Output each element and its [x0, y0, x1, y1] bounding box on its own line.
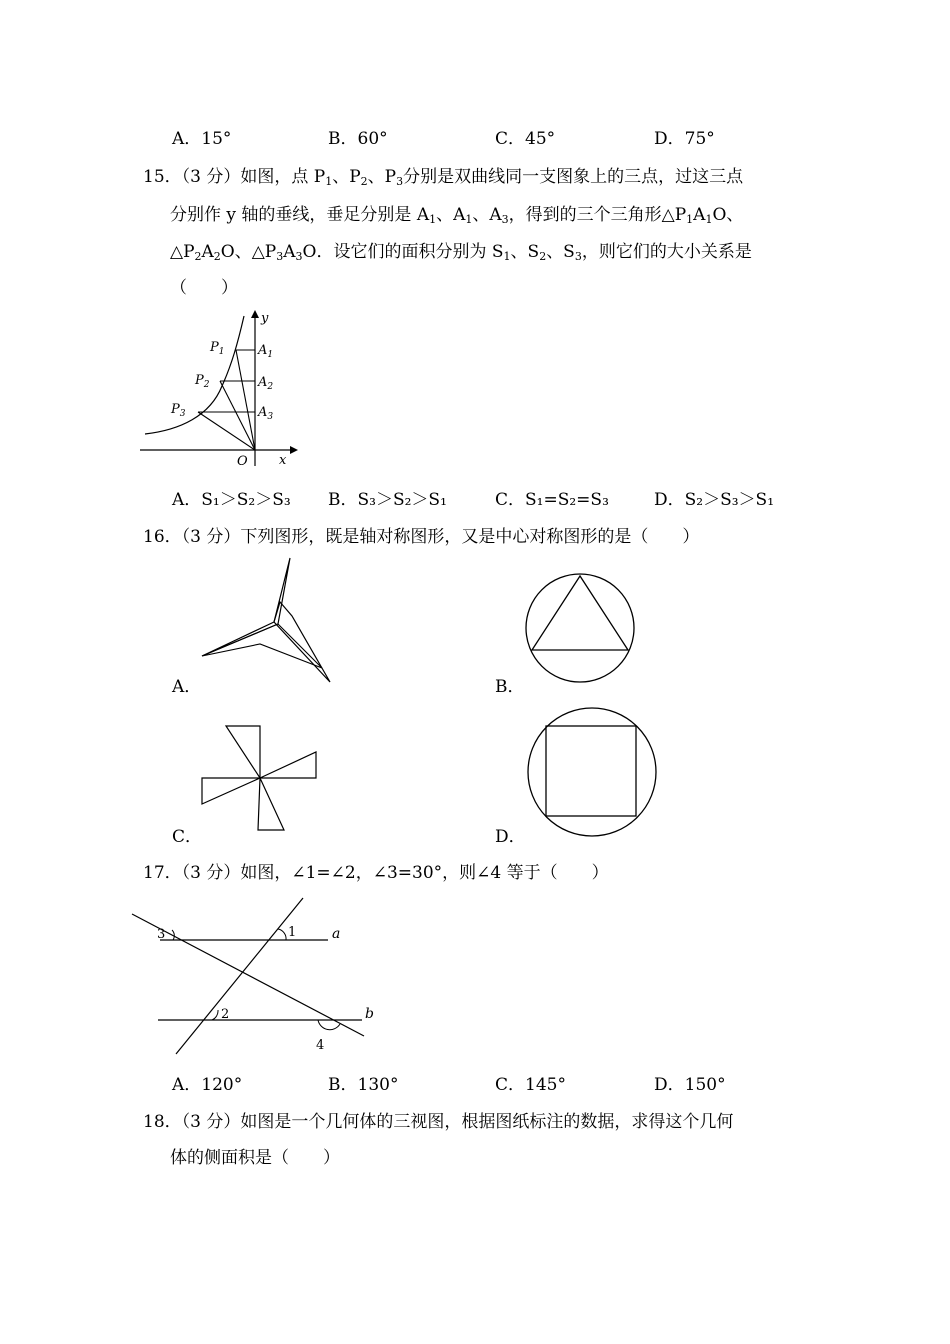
- q17-question: 17．（3 分）如图，∠1=∠2，∠3=30°，则∠4 等于（ ）: [143, 863, 609, 883]
- x-axis-arrow-icon: [290, 446, 298, 454]
- q16-figure-d: [526, 706, 660, 840]
- q15-line-1: 15．（3 分）如图，点 $P_1$、$P_2$、$P_3$分别是双曲线同一支图象上的三点，过这三点: [143, 167, 744, 188]
- a2-label: $A_2$: [258, 375, 274, 392]
- transversal-1: [132, 914, 364, 1036]
- y-axis-arrow-icon: [251, 310, 259, 318]
- q14-option-c: C．45°: [495, 129, 556, 149]
- q15-figure: [140, 306, 300, 468]
- p3-label: $P_3$: [171, 402, 186, 419]
- q18-line-1: 18．（3 分）如图是一个几何体的三视图，根据图纸标注的数据，求得这个几何: [143, 1112, 734, 1132]
- segment-p2o: [220, 381, 255, 450]
- q18-line-2: 体的侧面积是（ ）: [170, 1148, 340, 1168]
- q17-option-d: D．150°: [654, 1075, 726, 1095]
- q16-figure-c: [198, 722, 320, 834]
- y-axis-label: y: [261, 311, 269, 326]
- segment-p3o: [198, 412, 255, 450]
- q15-option-b: B．S₃＞S₂＞S₁: [328, 490, 447, 510]
- line-a-label: a: [332, 926, 341, 942]
- angle-2-arc: [212, 1010, 218, 1020]
- q17-option-c: C．145°: [495, 1075, 566, 1095]
- angle-4-label: 4: [316, 1038, 325, 1053]
- q15-option-c: C．S₁=S₂=S₃: [495, 490, 609, 510]
- q16-figure-a: [198, 556, 336, 686]
- q15-option-d: D．S₂＞S₃＞S₁: [654, 490, 775, 510]
- angle-3-label: 3: [157, 927, 166, 942]
- cross-blade-left: [202, 778, 260, 804]
- inscribed-triangle: [532, 576, 628, 650]
- cross-blade-top: [226, 726, 260, 778]
- pinwheel-blade-2: [274, 602, 330, 682]
- q17-figure: [140, 896, 380, 1058]
- q17-option-a: A．120°: [172, 1075, 243, 1095]
- q14-option-b: B．60°: [328, 129, 388, 149]
- segment-p1o: [236, 350, 255, 450]
- a1-label: $A_1$: [258, 343, 274, 360]
- cross-blade-right: [260, 752, 316, 778]
- p1-label: $P_1$: [210, 340, 225, 357]
- q15-line-3: $\triangle P_2A_2O$、$\triangle P_3A_3O$．设它们的面积分别为 $S_1$、$S_2$、$S_3$，则它们的大小关系是: [170, 242, 752, 263]
- transversal-2: [176, 898, 303, 1054]
- q15-option-a: A．S₁＞S₂＞S₃: [172, 490, 291, 510]
- q15-answer-paren: （ ）: [170, 278, 238, 298]
- circle-shape: [528, 708, 656, 836]
- pinwheel-blade-1: [202, 558, 290, 656]
- q14-option-d: D．75°: [654, 129, 715, 149]
- circle-shape: [526, 574, 634, 682]
- angle-1-label: 1: [288, 925, 297, 940]
- p2-label: $P_2$: [195, 373, 210, 390]
- q16-label-a: A．: [172, 677, 202, 697]
- q15-line-2: 分别作 y 轴的垂线，垂足分别是 $A_1$、$A_1$、$A_3$，得到的三个三角形$\triangle P_1A_1O$、: [170, 205, 744, 226]
- inscribed-square: [546, 726, 636, 816]
- q17-option-b: B．130°: [328, 1075, 399, 1095]
- x-axis-label: x: [279, 453, 287, 468]
- q16-label-b: B．: [495, 677, 525, 697]
- origin-label: O: [237, 454, 248, 469]
- line-b-label: b: [365, 1006, 374, 1022]
- q16-question: 16．（3 分）下列图形，既是轴对称图形，又是中心对称图形的是（ ）: [143, 527, 700, 547]
- q16-label-d: D．: [495, 827, 526, 847]
- q16-label-c: C．: [172, 827, 203, 847]
- pinwheel-blade-3: [202, 624, 322, 668]
- angle-2-label: 2: [221, 1007, 230, 1022]
- q16-figure-b: [524, 572, 636, 684]
- a3-label: $A_3$: [258, 405, 274, 422]
- cross-blade-bottom: [258, 778, 284, 830]
- angle-1-arc: [278, 929, 286, 940]
- q14-option-a: A．15°: [172, 129, 232, 149]
